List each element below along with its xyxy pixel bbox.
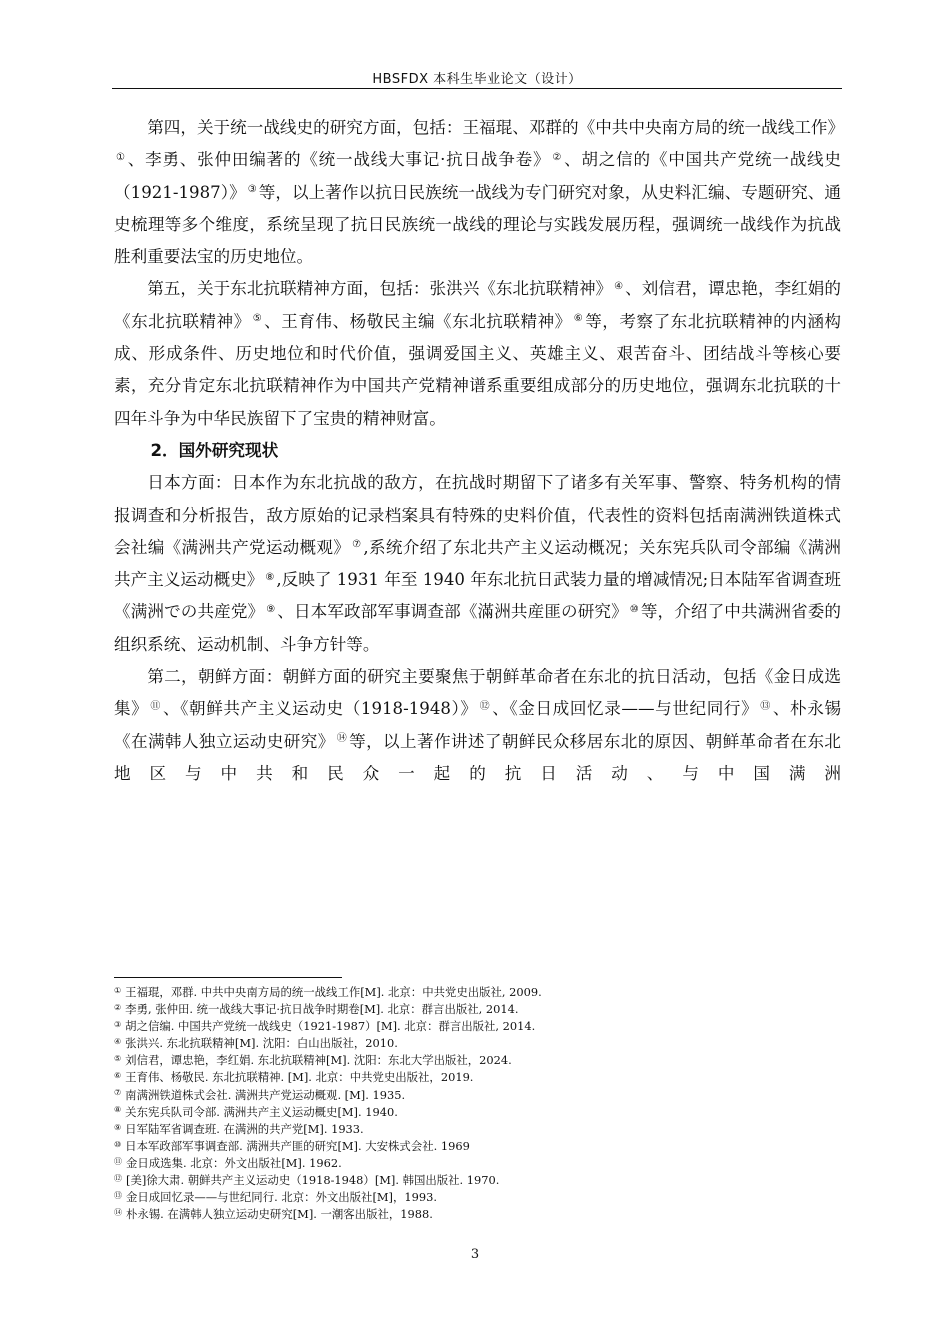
footnote-item [114,1001,841,1018]
footnote-item [114,1087,841,1104]
text-run: 、《金日成回忆录——与世纪同行》 [492,699,759,719]
footnote-item [114,1155,841,1172]
footnote-mark: ⑥ [114,1071,122,1081]
footnote-item [114,1052,841,1069]
footnote-ref[interactable]: ⑭ [336,733,348,745]
running-header: HBSFDX 本科生毕业论文（设计） [372,72,582,87]
footnote-separator [114,977,342,978]
footnote-mark: ⑫ [114,1173,122,1183]
footnote-ref[interactable]: ⑫ [479,700,491,712]
footnote-mark: ⑪ [114,1156,122,1166]
footnote-item [114,1121,841,1138]
footnote-mark: ① [114,985,122,995]
footnote-text: 刘信君，谭忠艳，李红娟. 东北抗联精神[M]. 沈阳：东北大学出版社，2024. [125,1053,512,1068]
footnote-mark: ⑨ [114,1122,122,1132]
page-number: 3 [470,1247,480,1262]
footnote-mark: ② [114,1002,122,1012]
footnote-text: 朴永锡. 在满韩人独立运动史研究[M]. 一潮客出版社，1988. [126,1207,433,1222]
footnote-mark: ③ [114,1020,122,1029]
text-run: 、李勇、张仲田编著的《统一战线大事记·抗日战争卷》 [127,150,551,170]
footnote-text: 金日成选集. 北京：外文出版社[M]. 1962. [126,1155,342,1170]
text-run: 、《朝鲜共产主义运动史（1918-1948）》 [162,699,478,719]
footnote-ref[interactable]: ⑥ [573,313,584,325]
paragraph-united-front [114,112,845,273]
footnote-text: 李勇, 张仲田. 统一战线大事记·抗日战争时期卷[M]. 北京：群言出版社, 2014. [125,1002,519,1017]
footnote-item [114,1138,841,1155]
footnote-item [114,1069,841,1086]
footnote-ref[interactable]: ③ [247,184,257,196]
body-text [114,112,845,790]
footnote-item [114,1172,841,1189]
footnote-item [114,1104,841,1121]
footnote-text: 王福琨，邓群. 中共中央南方局的统一战线工作[M]. 北京：中共党史出版社, 2009. [125,985,542,999]
footnote-item [114,1035,841,1052]
footnote-list [114,984,841,1223]
paragraph-korea [114,661,841,790]
footnote-text: 关东宪兵队司令部. 满洲共产主义运动概史[M]. 1940. [125,1104,398,1119]
footnote-mark: ⑭ [114,1208,122,1218]
text-run: 、王育伟、杨敬民主编《东北抗联精神》 [264,311,572,331]
footnote-mark: ⑦ [114,1088,122,1098]
footnote-text: 张洪兴. 东北抗联精神[M]. 沈阳：白山出版社，2010. [125,1036,398,1051]
text-run: 等，以上著作讲述了朝鲜民众移居东北的原因、朝鲜革命者在东北地区与中共和民众一起的抗日活动、与中国满洲 [114,731,842,783]
footnote-ref[interactable]: ⑧ [265,571,275,583]
footnote-item [114,1206,841,1223]
footnote-ref[interactable]: ⑦ [352,539,362,551]
footnote-mark: ④ [114,1037,122,1047]
text-run: 等，以上著作以抗日民族统一战线为专门研究对象，从史料汇编、专题研究、通史梳理等多个维度，系统呈现了抗日民族统一战线的理论与实践发展历程，强调统一战线作为抗战胜利重要法宝的历史地位。 [114,182,842,267]
text-run: 等，介绍了中共满洲省委的组织系统、运动机制、斗争方针等。 [114,602,842,654]
footnote-ref[interactable]: ⑬ [760,700,771,712]
text-run: 日本方面：日本作为东北抗战的敌方，在抗战时期留下了诸多有关军事、警察、特务机构的情报调查和分析报告，敌方原始的记录档案具有特殊的史料价值，代表性的资料包括南满洲铁道株式会社编《满洲共产党运动概观》 [114,473,841,557]
footnote-ref[interactable]: ⑩ [629,603,639,615]
footnote-text: 王育伟、杨敬民. 东北抗联精神. [M]. 北京：中共党史出版社，2019. [125,1070,474,1085]
footnote-text: 日本军政部军事调查部. 满洲共产匪的研究[M]. 大安株式会社. 1969 [125,1138,470,1153]
footnote-ref[interactable]: ⑪ [150,700,161,712]
text-run: 、朴永锡《在满韩人独立运动史研究》 [114,699,842,751]
text-run: 第二，朝鲜方面：朝鲜方面的研究主要聚焦于朝鲜革命者在东北的抗日活动，包括《金日成选集》 [114,667,841,719]
paragraph-anti-japanese-spirit [114,273,841,434]
text-run: 第五，关于东北抗联精神方面，包括：张洪兴《东北抗联精神》 [147,279,613,299]
text-run: 等，考察了东北抗联精神的内涵构成、形成条件、历史地位和时代价值，强调爱国主义、英雄主义、艰苦奋斗、团结战斗等核心要素，充分肯定东北抗联精神作为中国共产党精神谱系重要组成部分的历史地位，强调东北抗联的十四年斗争为中华民族留下了宝贵的精神财富。 [114,311,842,428]
footnote-ref[interactable]: ⑨ [266,603,276,615]
footnote-mark: ⑩ [114,1139,122,1149]
footnote-ref[interactable]: ④ [614,280,624,292]
footnote-ref[interactable]: ① [116,151,126,163]
footnote-mark: ⑬ [114,1190,122,1200]
footnote-ref[interactable]: ② [552,151,563,163]
footnote-mark: ⑤ [114,1054,122,1064]
text-run: ,系统介绍了东北共产主义运动概况；关东宪兵队司令部编《满洲共产主义运动概史》 [114,537,842,590]
section-heading: 2．国外研究现状 [150,440,279,460]
text-run: ,反映了 1931 年至 1940 年东北抗日武装力量的增减情况;日本陆军省调查班《满洲での共産党》 [114,570,841,622]
footnote-text: [美]徐大肃. 朝鲜共产主义运动史（1918-1948）[M]. 韩国出版社. 1970. [126,1173,500,1188]
footnote-item [114,984,841,1001]
text-run: 、日本军政部军事调查部《滿洲共産匪の研究》 [277,602,628,622]
footnote-item [114,1189,841,1206]
footnote-text: 南满洲铁道株式会社. 满洲共产党运动概观. [M]. 1935. [125,1087,406,1102]
text-run: 、刘信君，谭忠艳，李红娟的《东北抗联精神》 [114,279,842,331]
text-run: 第四，关于统一战线史的研究方面，包括：王福琨、邓群的《中共中央南方局的统一战线工作》 [147,118,845,137]
header-rule [112,88,842,89]
footnote-item [114,1018,841,1035]
text-run: 、胡之信的《中国共产党统一战线史（1921-1987）》 [114,150,842,202]
footnote-text: 胡之信编. 中国共产党统一战线史（1921-1987）[M]. 北京：群言出版社, 2014. [125,1019,536,1034]
paragraph-japan [114,467,841,661]
footnote-mark: ⑧ [114,1105,122,1115]
footnote-text: 日军陆军省调查班. 在满洲的共产党[M]. 1933. [125,1121,364,1136]
footnote-text: 金日成回忆录——与世纪同行. 北京：外文出版社[M]，1993. [126,1190,437,1205]
footnote-ref[interactable]: ⑤ [252,313,263,325]
